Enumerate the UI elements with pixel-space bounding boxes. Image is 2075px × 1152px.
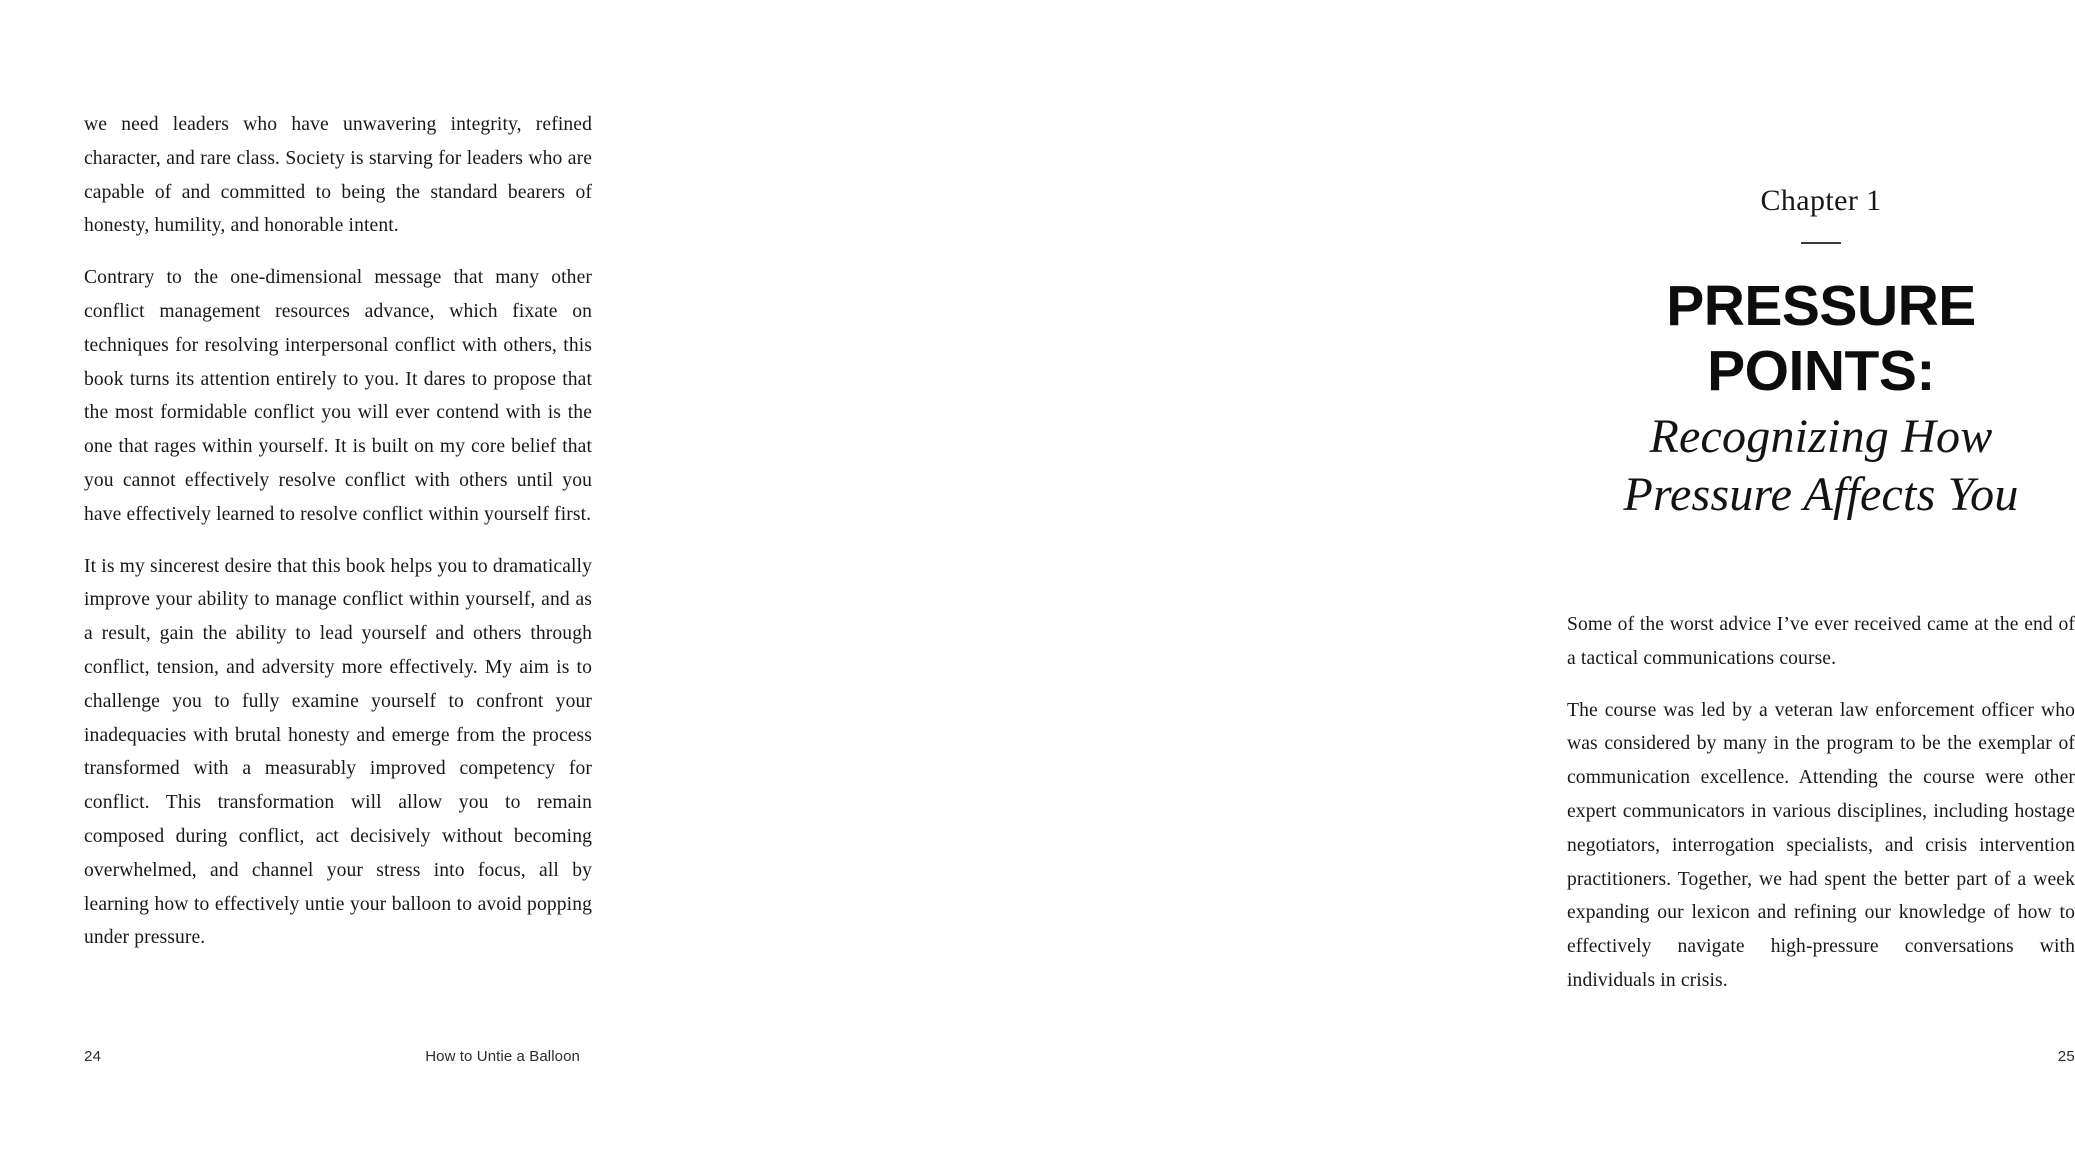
chapter-heading-block [1567,182,2075,524]
chapter-label: Chapter 1 [1760,184,1882,217]
right-page-text-column [1567,608,2075,998]
chapter-title: PRESSURE POINTS: [1666,274,1976,403]
paragraph: It is my sincerest desire that this book helps you to dramatically improve your ability to manage conflict within yourself, and as a result, gain the ability to lead yourself and others through conflict, tension, and adversity more effectively. My aim is to challenge you to fully examine yourself to confront your inadequacies with brutal honesty and emerge from the process transformed with a measurably improved competency for conflict. This transformation will allow you to remain composed during conflict, act decisively without becoming overwhelmed, and channel your stress into focus, all by learning how to effectively untie your balloon to avoid popping under pressure. [84,555,592,949]
page-number: 24 [84,1047,102,1065]
chapter-subtitle: Recognizing How Pressure Affects You [1623,410,2019,521]
paragraph: The course was led by a veteran law enforcement officer who was considered by many in the program to be the exemplar of communication excellence. Attending the course were other expert communicators in various disciplines, including hostage negotiators, interrogation specialists, and crisis intervention practitioners. Together, we had spent the better part of a week expanding our lexicon and refining our knowledge of how to effectively navigate high-pressure conversations with individuals in crisis. [1567,699,2075,991]
left-page-footer [84,1032,592,1080]
right-page [720,0,2075,1152]
left-page-text-column [84,108,592,955]
paragraph: we need leaders who have unwavering integrity, refined character, and rare class. Society is starving for leaders who are capable of and committed to being the standard bearers of honesty, humility, and honorable intent. [84,114,592,237]
right-page-footer [1567,1032,2075,1080]
chapter-divider-rule [1801,242,1841,244]
paragraph: Contrary to the one-dimensional message that many other conflict management resources advance, which fixate on techniques for resolving interpersonal conflict with others, this book turns its attention entirely to you. It dares to propose that the most formidable conflict you will ever contend with is the one that rages within yourself. It is built on my core belief that you cannot effectively resolve conflict with others until you have effectively learned to resolve conflict within yourself first. [84,267,592,525]
page-number: 25 [2057,1047,2075,1065]
paragraph: Some of the worst advice I’ve ever received came at the end of a tactical communications course. [1567,614,2075,669]
left-page [0,0,720,1152]
running-head: How to Untie a Balloon [425,1047,580,1065]
